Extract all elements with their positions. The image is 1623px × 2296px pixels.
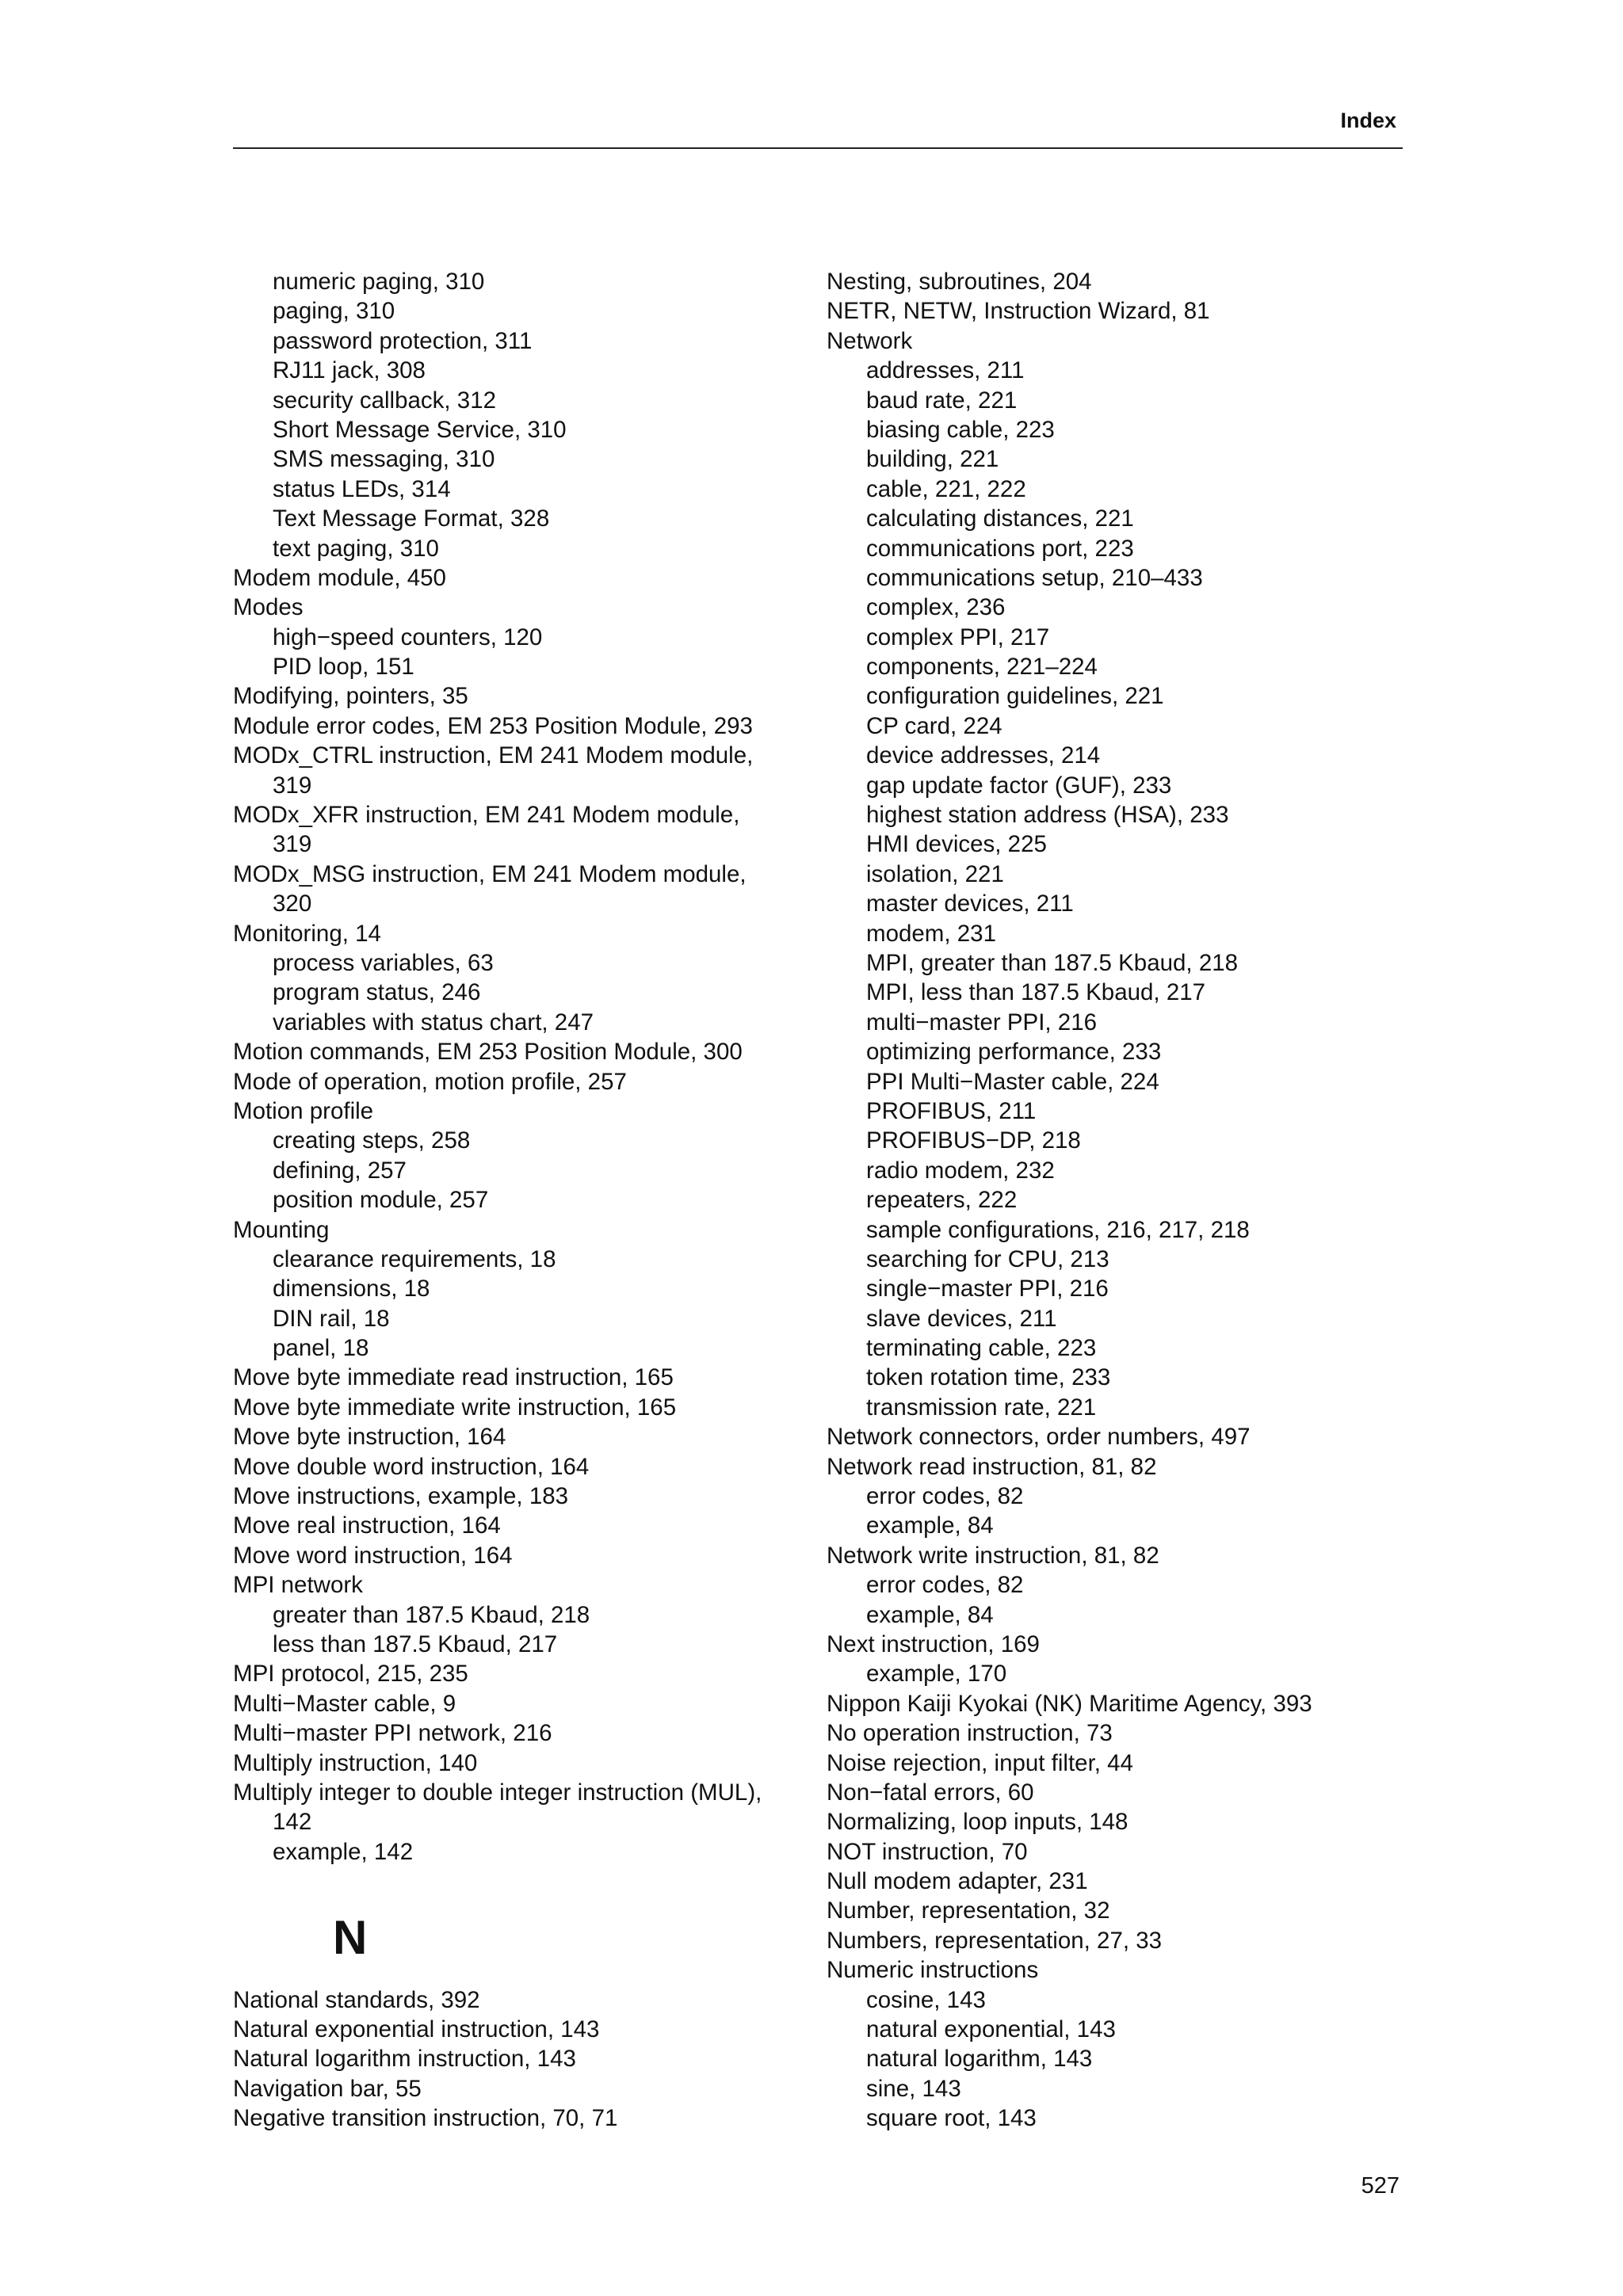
index-subentry: example, 170 [866,1661,1007,1688]
index-entry: MODx_XFR instruction, EM 241 Modem module, [233,802,740,829]
index-subentry: defining, 257 [273,1157,407,1184]
index-subentry: status LEDs, 314 [273,475,451,502]
index-subentry: MPI, greater than 187.5 Kbaud, 218 [866,949,1239,976]
index-subentry: panel, 18 [273,1335,369,1362]
index-subentry: MPI, less than 187.5 Kbaud, 217 [866,979,1206,1006]
index-subentry: high−speed counters, 120 [273,624,543,650]
index-subentry: PROFIBUS, 211 [866,1097,1037,1124]
index-subentry: less than 187.5 Kbaud, 217 [273,1630,558,1657]
index-subentry: configuration guidelines, 221 [866,683,1164,710]
index-entry: Network connectors, order numbers, 497 [827,1424,1251,1451]
index-subentry: 319 [273,831,312,858]
index-entry: Null modem adapter, 231 [827,1868,1088,1895]
index-subentry: gap update factor (GUF), 233 [866,772,1172,799]
index-subentry: variables with status chart, 247 [273,1009,594,1035]
index-subentry: Text Message Format, 328 [273,505,550,532]
index-subentry: sine, 143 [866,2075,961,2102]
index-subentry: program status, 246 [273,979,481,1006]
index-subentry: position module, 257 [273,1187,489,1214]
index-subentry: error codes, 82 [866,1572,1024,1599]
index-subentry: complex, 236 [866,594,1006,621]
index-entry: Modem module, 450 [233,564,446,591]
running-header-title: Index [1340,109,1396,132]
index-subentry: token rotation time, 233 [866,1364,1111,1391]
index-entry: Negative transition instruction, 70, 71 [233,2105,618,2132]
index-subentry: PROFIBUS−DP, 218 [866,1127,1081,1154]
index-entry: MODx_CTRL instruction, EM 241 Modem module, [233,742,754,769]
index-subentry: 320 [273,891,312,917]
index-subentry: example, 84 [866,1512,994,1539]
index-subentry: 142 [273,1809,312,1836]
header-rule [233,147,1403,149]
index-entry: MPI network [233,1572,363,1599]
index-subentry: error codes, 82 [866,1483,1024,1510]
index-entry: Noise rejection, input filter, 44 [827,1749,1133,1776]
index-subentry: repeaters, 222 [866,1187,1018,1214]
index-subentry: biasing cable, 223 [866,416,1055,443]
index-entry: Motion profile [233,1097,374,1124]
index-subentry: device addresses, 214 [866,742,1101,769]
index-entry: Monitoring, 14 [233,920,381,947]
index-entry: Modifying, pointers, 35 [233,683,468,710]
index-subentry: highest station address (HSA), 233 [866,802,1229,829]
index-subentry: natural logarithm, 143 [866,2046,1093,2073]
index-entry: Navigation bar, 55 [233,2075,422,2102]
index-subentry: complex PPI, 217 [866,624,1050,650]
index-subentry: multi−master PPI, 216 [866,1009,1098,1035]
index-subentry: sample configurations, 216, 217, 218 [866,1216,1250,1243]
index-entry: Motion commands, EM 253 Position Module, 300 [233,1039,743,1066]
index-entry: Normalizing, loop inputs, 148 [827,1809,1128,1836]
index-subentry: modem, 231 [866,920,996,947]
index-entry: Mounting [233,1216,330,1243]
index-entry: MPI protocol, 215, 235 [233,1661,468,1688]
section-letter: N [333,1911,368,1965]
index-entry: Multi−master PPI network, 216 [233,1720,552,1747]
index-subentry: communications port, 223 [866,535,1134,562]
index-subentry: text paging, 310 [273,535,439,562]
index-entry: MODx_MSG instruction, EM 241 Modem module, [233,860,747,887]
index-subentry: Short Message Service, 310 [273,416,567,443]
index-subentry: isolation, 221 [866,860,1004,887]
index-subentry: natural exponential, 143 [866,2016,1116,2043]
index-entry: NOT instruction, 70 [827,1838,1028,1865]
index-subentry: paging, 310 [273,298,395,325]
index-subentry: components, 221–224 [866,654,1098,681]
index-subentry: single−master PPI, 216 [866,1276,1109,1302]
index-entry: Network read instruction, 81, 82 [827,1453,1157,1480]
index-entry: Modes [233,594,304,621]
index-entry: Network [827,327,913,354]
index-subentry: process variables, 63 [273,949,494,976]
index-entry: Move byte instruction, 164 [233,1424,506,1451]
index-entry: Move double word instruction, 164 [233,1453,590,1480]
index-entry: Natural exponential instruction, 143 [233,2016,600,2043]
index-subentry: optimizing performance, 233 [866,1039,1162,1066]
index-subentry: PPI Multi−Master cable, 224 [866,1068,1159,1095]
index-entry: Module error codes, EM 253 Position Module, 293 [233,712,753,739]
index-subentry: square root, 143 [866,2105,1037,2132]
index-entry: Next instruction, 169 [827,1630,1040,1657]
index-subentry: password protection, 311 [273,327,533,354]
index-entry: Move word instruction, 164 [233,1542,513,1569]
index-column-left [233,267,819,2134]
index-subentry: dimensions, 18 [273,1276,430,1302]
index-subentry: numeric paging, 310 [273,269,485,295]
index-entry: Numbers, representation, 27, 33 [827,1927,1163,1954]
index-subentry: slave devices, 211 [866,1305,1057,1332]
index-entry: Move real instruction, 164 [233,1512,501,1539]
index-entry: Nesting, subroutines, 204 [827,269,1092,295]
index-subentry: security callback, 312 [273,387,497,414]
index-subentry: SMS messaging, 310 [273,446,495,473]
index-entry: Number, representation, 32 [827,1897,1110,1924]
index-subentry: addresses, 211 [866,357,1025,384]
index-entry: Multiply integer to double integer instruction (MUL), [233,1779,762,1806]
index-subentry: master devices, 211 [866,891,1074,917]
index-subentry: HMI devices, 225 [866,831,1047,858]
index-entry: Multi−Master cable, 9 [233,1690,456,1717]
index-entry: Non−fatal errors, 60 [827,1779,1034,1806]
index-entry: Mode of operation, motion profile, 257 [233,1068,627,1095]
index-subentry: cosine, 143 [866,1986,986,2013]
index-subentry: terminating cable, 223 [866,1335,1097,1362]
index-subentry: building, 221 [866,446,999,473]
index-subentry: 319 [273,772,312,799]
index-entry: No operation instruction, 73 [827,1720,1113,1747]
index-subentry: radio modem, 232 [866,1157,1055,1184]
index-subentry: cable, 221, 222 [866,475,1026,502]
index-entry: Move instructions, example, 183 [233,1483,569,1510]
index-subentry: DIN rail, 18 [273,1305,390,1332]
index-subentry: greater than 187.5 Kbaud, 218 [273,1601,590,1628]
index-subentry: baud rate, 221 [866,387,1018,414]
index-entry: Move byte immediate read instruction, 165 [233,1364,674,1391]
index-subentry: communications setup, 210–433 [866,564,1203,591]
index-entry: NETR, NETW, Instruction Wizard, 81 [827,298,1210,325]
index-subentry: calculating distances, 221 [866,505,1134,532]
index-entry: Move byte immediate write instruction, 165 [233,1394,677,1421]
index-entry: Numeric instructions [827,1957,1039,1984]
index-subentry: example, 84 [866,1601,994,1628]
index-subentry: RJ11 jack, 308 [273,357,426,384]
index-subentry: example, 142 [273,1838,414,1865]
index-subentry: clearance requirements, 18 [273,1245,556,1272]
index-entry: Nippon Kaiji Kyokai (NK) Maritime Agency, 393 [827,1690,1312,1717]
index-subentry: transmission rate, 221 [866,1394,1097,1421]
index-subentry: creating steps, 258 [273,1127,471,1154]
index-entry: Natural logarithm instruction, 143 [233,2046,576,2073]
page-number: 527 [1361,2173,1400,2199]
index-entry: Multiply instruction, 140 [233,1749,478,1776]
index-column-right [827,267,1413,2134]
index-entry: National standards, 392 [233,1986,480,2013]
index-subentry: CP card, 224 [866,712,1002,739]
index-subentry: searching for CPU, 213 [866,1245,1109,1272]
index-entry: Network write instruction, 81, 82 [827,1542,1159,1569]
index-subentry: PID loop, 151 [273,654,414,681]
